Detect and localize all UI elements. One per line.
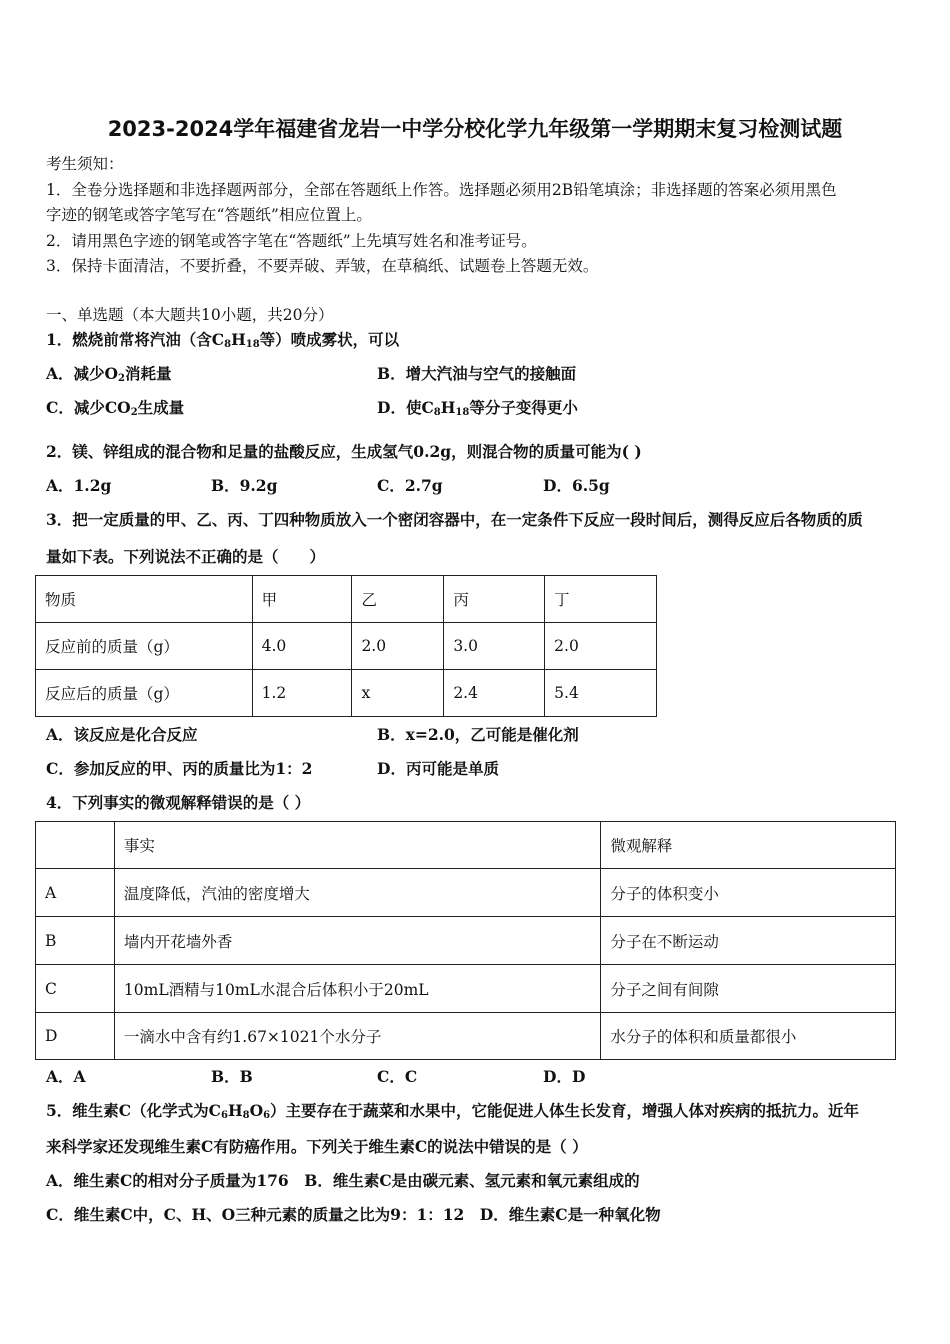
table-cell: 2.0: [545, 623, 657, 670]
table-cell: x: [352, 670, 444, 717]
table-cell: 甲: [252, 576, 352, 623]
notice-line-1b: 字迹的钢笔或答字笔写在“答题纸”相应位置上。: [46, 206, 372, 224]
table-row: [36, 822, 896, 869]
table-cell: 反应前的质量（g）: [36, 623, 253, 670]
q3-stem-line-2: 量如下表。下列说法不正确的是（ ）: [46, 547, 326, 566]
q4-fact-table: [35, 821, 896, 1060]
table-cell: A: [36, 869, 115, 917]
q3-option-d: D．丙可能是单质: [377, 759, 499, 778]
q3-option-b: B．x=2.0，乙可能是催化剂: [377, 725, 579, 744]
page-title: 2023-2024学年福建省龙岩一中学分校化学九年级第一学期期末复习检测试题: [107, 117, 843, 141]
table-cell: 物质: [36, 576, 253, 623]
table-cell: 反应后的质量（g）: [36, 670, 253, 717]
q3-option-c: C．参加反应的甲、丙的质量比为1：2: [46, 759, 313, 778]
table-cell: 1.2: [252, 670, 352, 717]
q2-option-a: A．1.2g: [46, 476, 112, 495]
table-row: [36, 869, 896, 917]
table-cell: 2.0: [352, 623, 444, 670]
notice-heading: 考生须知：: [46, 155, 124, 173]
q4-option-d: D．D: [543, 1067, 586, 1086]
notice-line-1a: 1．全卷分选择题和非选择题两部分，全部在答题纸上作答。选择题必须用2B铅笔填涂；非选择题的答案必须用黑色: [46, 181, 837, 199]
table-cell: 温度降低，汽油的密度增大: [114, 869, 600, 917]
table-row: [36, 623, 657, 670]
table-cell: C: [36, 965, 115, 1013]
q2-option-d: D．6.5g: [543, 476, 610, 495]
table-row: [36, 576, 657, 623]
table-cell: 事实: [114, 822, 600, 869]
table-row: [36, 670, 657, 717]
table-cell: D: [36, 1013, 115, 1060]
q5-stem-line-2: 来科学家还发现维生素C有防癌作用。下列关于维生素C的说法中错误的是（ ）: [46, 1137, 588, 1156]
table-cell: 分子在不断运动: [601, 917, 896, 965]
table-cell: 分子的体积变小: [601, 869, 896, 917]
table-row: [36, 917, 896, 965]
table-cell: 微观解释: [601, 822, 896, 869]
table-row: [36, 1013, 896, 1060]
table-cell: 5.4: [545, 670, 657, 717]
table-cell: B: [36, 917, 115, 965]
table-row: [36, 965, 896, 1013]
q3-option-a: A．该反应是化合反应: [46, 725, 198, 744]
q2-option-c: C．2.7g: [377, 476, 443, 495]
table-cell: 分子之间有间隙: [601, 965, 896, 1013]
table-cell: 乙: [352, 576, 444, 623]
q1-option-c: C．减少$CO_2$生成量: [46, 398, 185, 418]
table-cell: [36, 822, 115, 869]
q1-option-a: A．减少$O_2$消耗量: [46, 364, 172, 384]
q4-option-c: C．C: [377, 1067, 418, 1086]
table-cell: 丙: [444, 576, 545, 623]
notice-line-2: 2．请用黑色字迹的钢笔或答字笔在“答题纸”上先填写姓名和准考证号。: [46, 232, 537, 250]
q2-stem: 2．镁、锌组成的混合物和足量的盐酸反应，生成氢气0.2g，则混合物的质量可能为( ): [46, 442, 642, 461]
table-cell: 3.0: [444, 623, 545, 670]
table-cell: 一滴水中含有约1.67×1021个水分子: [114, 1013, 600, 1060]
q4-option-a: A．A: [46, 1067, 86, 1086]
q4-stem: 4．下列事实的微观解释错误的是（ ）: [46, 793, 311, 812]
table-cell: 墙内开花墙外香: [114, 917, 600, 965]
q5-options-ab: A．维生素C的相对分子质量为176 B．维生素C是由碳元素、氢元素和氧元素组成的: [46, 1171, 640, 1190]
table-cell: 4.0: [252, 623, 352, 670]
q1-option-b: B．增大汽油与空气的接触面: [377, 364, 577, 383]
table-cell: 2.4: [444, 670, 545, 717]
table-cell: 水分子的体积和质量都很小: [601, 1013, 896, 1060]
section-heading: 一、单选题（本大题共10小题，共20分）: [46, 306, 334, 324]
table-cell: 丁: [545, 576, 657, 623]
q3-stem-line-1: 3．把一定质量的甲、乙、丙、丁四种物质放入一个密闭容器中，在一定条件下反应一段时间后，测得反应后各物质的质: [46, 510, 863, 529]
q4-option-b: B．B: [211, 1067, 253, 1086]
q3-mass-table: [35, 575, 657, 717]
q1-stem: 1．燃烧前常将汽油（含$C_8H_{18}$等）喷成雾状，可以: [46, 330, 400, 350]
table-cell: 10mL酒精与10mL水混合后体积小于20mL: [114, 965, 600, 1013]
q1-option-d: D．使$C_8H_{18}$等分子变得更小: [377, 398, 578, 418]
q5-options-cd: C．维生素C中，C、H、O三种元素的质量之比为9：1：12 D．维生素C是一种氧化物: [46, 1205, 661, 1224]
q2-option-b: B．9.2g: [211, 476, 278, 495]
q5-stem-line-1: 5．维生素C（化学式为$C_6H_8O_6$）主要存在于蔬菜和水果中，它能促进人体生长发育，增强人体对疾病的抵抗力。近年: [46, 1101, 860, 1121]
notice-line-3: 3．保持卡面清洁，不要折叠，不要弄破、弄皱，在草稿纸、试题卷上答题无效。: [46, 257, 599, 275]
